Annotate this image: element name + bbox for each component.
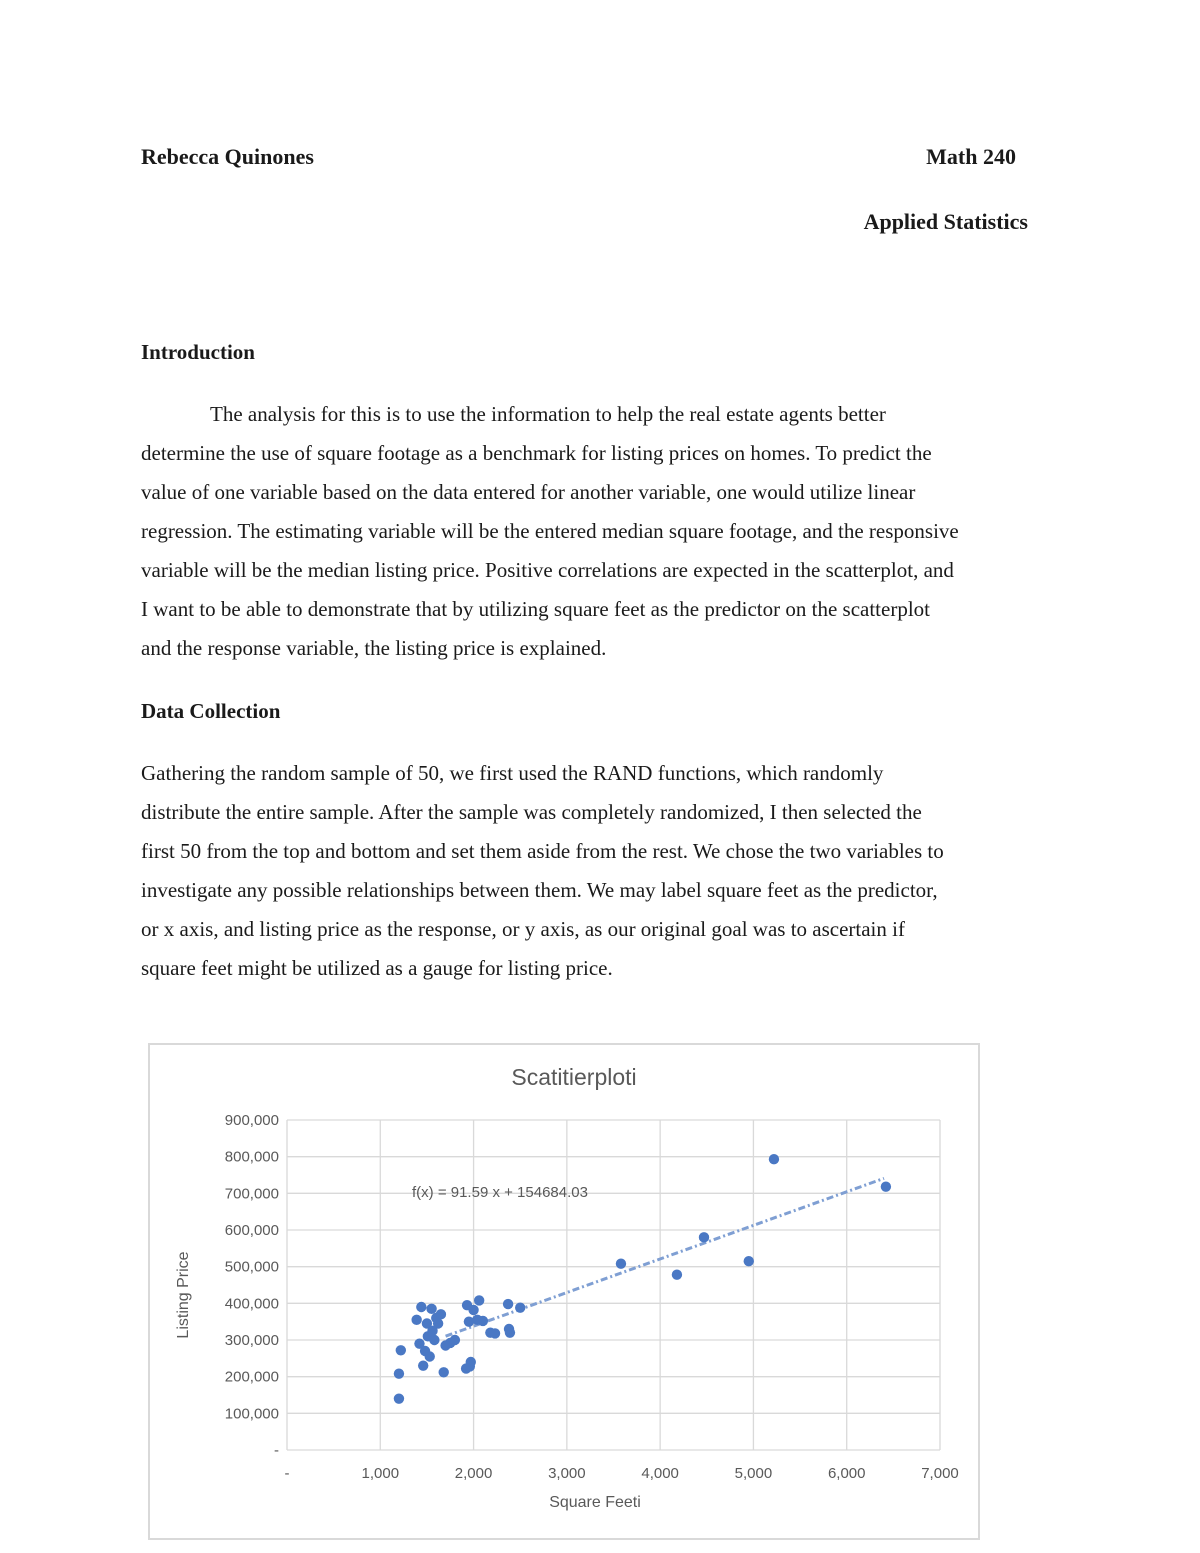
paragraph-line: variable will be the median listing price. Positive correlations are expected in the scatterplot, and xyxy=(141,558,954,582)
chart-y-tick-label: 100,000 xyxy=(224,1405,279,1423)
chart-point xyxy=(616,1259,626,1269)
author-name: Rebecca Quinones xyxy=(141,144,314,169)
chart-point xyxy=(769,1154,779,1164)
chart-point xyxy=(699,1232,709,1242)
paragraph-line: value of one variable based on the data entered for another variable, one would utilize linear xyxy=(141,480,916,504)
introduction-paragraph xyxy=(141,395,1071,668)
paragraph-line: or x axis, and listing price as the response, or y axis, as our original goal was to ascertain if xyxy=(141,917,905,941)
chart-point xyxy=(439,1367,449,1377)
course-name: Applied Statistics xyxy=(863,209,1028,234)
chart-x-tick-label: 5,000 xyxy=(734,1465,773,1482)
chart-point xyxy=(429,1335,439,1345)
scatterplot-chart xyxy=(148,1043,980,1540)
chart-y-tick-label: - xyxy=(274,1442,279,1459)
scatterplot-svg xyxy=(150,1045,978,1538)
chart-point xyxy=(505,1327,515,1337)
chart-y-tick-label: 600,000 xyxy=(224,1222,279,1239)
chart-title: Scatitierploti xyxy=(511,1064,637,1090)
chart-point xyxy=(881,1182,891,1192)
paragraph-line: investigate any possible relationships between them. We may label square feet as the predictor, xyxy=(141,878,938,902)
paragraph-line: distribute the entire sample. After the sample was completely randomized, I then selected the xyxy=(141,800,922,824)
chart-y-tick-label: 200,000 xyxy=(224,1368,279,1386)
chart-point xyxy=(474,1295,484,1305)
paragraph-line: regression. The estimating variable will be the entered median square footage, and the responsive xyxy=(141,519,959,543)
chart-point xyxy=(468,1305,478,1315)
chart-point xyxy=(396,1345,406,1355)
chart-x-tick-label: 7,000 xyxy=(921,1465,959,1482)
paragraph-line: and the response variable, the listing price is explained. xyxy=(141,636,607,660)
course-number: Math 240 xyxy=(926,144,1016,169)
chart-point xyxy=(425,1351,435,1361)
chart-x-tick-label: 2,000 xyxy=(454,1465,493,1482)
introduction-heading: Introduction xyxy=(141,340,255,364)
chart-point xyxy=(433,1318,443,1328)
chart-x-tick-label: 6,000 xyxy=(827,1465,866,1482)
chart-ticks xyxy=(225,1112,959,1482)
chart-point xyxy=(426,1304,436,1314)
chart-point xyxy=(744,1256,754,1266)
data-collection-paragraph xyxy=(141,754,1071,988)
chart-y-tick-label: 800,000 xyxy=(224,1148,279,1166)
chart-point xyxy=(436,1309,446,1319)
chart-grid xyxy=(287,1120,940,1450)
chart-point xyxy=(466,1357,476,1367)
paragraph-line: Gathering the random sample of 50, we first used the RAND functions, which randomly xyxy=(141,761,884,785)
chart-point xyxy=(394,1393,404,1403)
chart-x-tick-label: 3,000 xyxy=(548,1465,586,1482)
chart-x-tick-label: 1,000 xyxy=(361,1465,400,1482)
chart-point xyxy=(503,1299,513,1309)
chart-y-axis-label: Listing Price xyxy=(175,1251,192,1339)
chart-point xyxy=(450,1335,460,1345)
chart-point xyxy=(418,1360,428,1370)
paragraph-line: first 50 from the top and bottom and set them aside from the rest. We chose the two variables to xyxy=(141,839,944,863)
chart-trendline xyxy=(446,1178,884,1336)
chart-y-tick-label: 700,000 xyxy=(224,1185,279,1203)
chart-y-tick-label: 900,000 xyxy=(224,1112,279,1129)
paragraph-line: determine the use of square footage as a benchmark for listing prices on homes. To predict the xyxy=(141,441,932,465)
data-collection-heading: Data Collection xyxy=(141,699,281,723)
chart-x-axis-label: Square Feeti xyxy=(549,1494,641,1511)
chart-point xyxy=(411,1315,421,1325)
chart-point xyxy=(490,1328,500,1338)
chart-point xyxy=(672,1270,682,1280)
chart-point xyxy=(394,1369,404,1379)
chart-point xyxy=(478,1316,488,1326)
chart-x-tick-label: - xyxy=(284,1465,290,1482)
chart-y-tick-label: 500,000 xyxy=(224,1258,279,1276)
chart-trendline-group xyxy=(446,1178,884,1336)
paragraph-line: I want to be able to demonstrate that by utilizing square feet as the predictor on the scatterplot xyxy=(141,597,930,621)
chart-y-tick-label: 300,000 xyxy=(224,1332,279,1349)
paragraph-line: The analysis for this is to use the information to help the real estate agents better xyxy=(210,402,886,426)
paragraph-line: square feet might be utilized as a gauge for listing price. xyxy=(141,956,613,980)
chart-x-tick-label: 4,000 xyxy=(641,1465,679,1482)
chart-point xyxy=(416,1302,426,1312)
chart-y-tick-label: 400,000 xyxy=(224,1295,279,1313)
chart-point xyxy=(515,1303,525,1313)
chart-trendline-label: f(x) = 91.59 x + 154684.03 xyxy=(412,1184,588,1201)
